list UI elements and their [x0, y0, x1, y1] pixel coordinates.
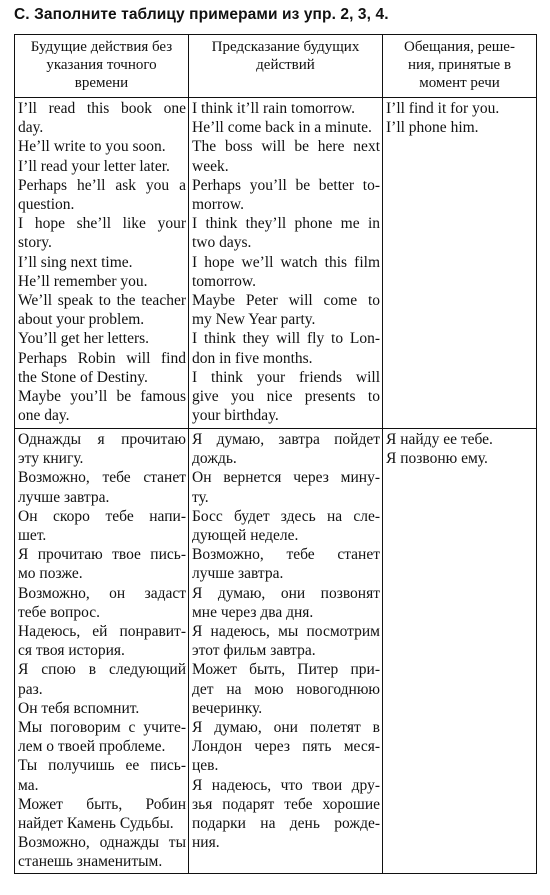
- text-line: two days.: [192, 234, 252, 252]
- text-line: Мы поговорим с учите-: [18, 719, 186, 737]
- text-line: дующей неделе.: [192, 527, 299, 545]
- text-line: He’ll come back in a minute.: [192, 119, 372, 137]
- text-line: Он вернется через мину-: [192, 469, 380, 487]
- cell-promises-ru: [383, 429, 537, 874]
- cell-promises-en: [383, 98, 537, 429]
- text-line: Perhaps you’ll be better to-: [192, 176, 380, 194]
- text-line: эту книгу.: [18, 450, 84, 468]
- text-line: зья подарят тебе хорошие: [192, 795, 380, 813]
- text-line: Лондон через пять меся-: [192, 738, 380, 756]
- text-line: ту.: [192, 488, 209, 506]
- text-line: Я думаю, они полетят в: [192, 719, 380, 737]
- text-line: ся твоя история.: [18, 642, 125, 660]
- text-line: I’ll sing next time.: [18, 253, 133, 271]
- text-line: I think they’ll phone me in: [192, 215, 380, 233]
- text-line: I’ll phone him.: [386, 119, 479, 137]
- text-line: the Stone of Destiny.: [18, 368, 148, 386]
- text-line: Я надеюсь, мы посмотрим: [192, 623, 380, 641]
- header-line: момент речи: [419, 75, 500, 91]
- text-line: We’ll speak to the teacher: [18, 292, 186, 310]
- text-line: мо позже.: [18, 565, 83, 583]
- cell-predictions-en: [189, 98, 383, 429]
- task-title: C. Заполните таблицу примерами из упр. 2, 3, 4.: [14, 6, 389, 23]
- text-line: I think it’ll rain tomorrow.: [192, 100, 356, 117]
- cell-future-actions-en: [15, 98, 189, 429]
- header-line: ния, принятые в: [407, 57, 512, 73]
- table-row-english: [15, 98, 537, 429]
- text-line: Однажды я прочитаю: [18, 431, 186, 448]
- text-line: лучше завтра.: [192, 565, 284, 583]
- cell-future-actions-ru: [15, 429, 189, 874]
- text-line: вечеринку.: [192, 699, 263, 717]
- text-line: Возможно, тебе станет: [192, 546, 380, 564]
- header-line: Будущие действия без: [30, 39, 173, 55]
- text-line: Может быть, Питер при-: [192, 661, 380, 679]
- text-line: лучше завтра.: [18, 488, 110, 506]
- text-line: Я прочитаю твое пись-: [18, 546, 186, 564]
- text-line: Возможно, он задаст: [18, 584, 186, 602]
- text-line: Он тебя вспомнит.: [18, 699, 140, 717]
- header-line: действий: [256, 57, 315, 73]
- text-line: Perhaps Robin will find: [18, 349, 186, 367]
- text-line: I hope she’ll like your: [18, 215, 186, 233]
- header-line: Обещания, реше-: [404, 39, 515, 55]
- text-line: The boss will be here next: [192, 138, 380, 156]
- text-line: I hope we’ll watch this film: [192, 253, 380, 271]
- text-line: don in five months.: [192, 349, 313, 367]
- text-line: Босс будет здесь на сле-: [192, 507, 380, 525]
- text-line: лем о твоей проблеме.: [18, 738, 166, 756]
- text-line: Maybe you’ll be famous: [18, 388, 186, 406]
- text-line: question.: [18, 196, 75, 214]
- text-line: дет на мою новогоднюю: [192, 680, 380, 698]
- text-line: тебе вопрос.: [18, 603, 100, 621]
- text-line: I’ll read this book one: [18, 100, 186, 117]
- text-line: one day.: [18, 407, 70, 425]
- text-line: Может быть, Робин: [18, 795, 186, 813]
- header-line: Предсказание будущих: [211, 39, 360, 55]
- text-line: Я думаю, завтра пойдет: [192, 431, 380, 448]
- text-line: I’ll find it for you.: [386, 100, 500, 117]
- text-line: этот фильм завтра.: [192, 642, 316, 660]
- text-line: дождь.: [192, 450, 237, 468]
- text-line: You’ll get her letters.: [18, 330, 150, 348]
- text-line: найдет Камень Судьбы.: [18, 815, 174, 833]
- text-line: Он скоро тебе напи-: [18, 507, 186, 525]
- text-line: шет.: [18, 527, 47, 545]
- text-line: ма.: [18, 776, 39, 794]
- text-line: morrow.: [192, 196, 244, 214]
- text-line: story.: [18, 234, 52, 252]
- text-line: мне через два дня.: [192, 603, 314, 621]
- text-line: day.: [18, 119, 44, 137]
- text-line: give you nice presents to: [192, 388, 380, 406]
- text-line: Возможно, однажды ты: [18, 834, 186, 852]
- text-line: my New Year party.: [192, 311, 316, 329]
- text-line: I’ll read your letter later.: [18, 157, 170, 175]
- text-line: Maybe Peter will come to: [192, 292, 380, 310]
- text-line: станешь знаменитым.: [18, 853, 163, 871]
- text-line: week.: [192, 157, 229, 175]
- text-line: Я думаю, они позвонят: [192, 584, 380, 602]
- header-predictions: [189, 35, 383, 98]
- text-line: your birthday.: [192, 407, 279, 425]
- text-line: Я найду ее тебе.: [386, 431, 493, 448]
- text-line: ния.: [192, 834, 220, 852]
- text-line: I think your friends will: [192, 368, 380, 386]
- header-future-actions: [15, 35, 189, 98]
- cell-predictions-ru: [189, 429, 383, 874]
- text-line: I think they will fly to Lon-: [192, 330, 380, 348]
- text-line: He’ll write to you soon.: [18, 138, 166, 156]
- text-line: цев.: [192, 757, 219, 775]
- text-line: Я надеюсь, что твои дру-: [192, 776, 380, 794]
- text-line: tomorrow.: [192, 272, 256, 290]
- text-line: Perhaps he’ll ask you a: [18, 176, 186, 194]
- header-row: [15, 35, 537, 98]
- text-line: He’ll remember you.: [18, 272, 148, 290]
- text-line: Надеюсь, ей понравит-: [18, 623, 186, 641]
- text-line: Я позвоню ему.: [386, 450, 488, 468]
- header-line: времени: [74, 75, 129, 91]
- examples-table: [14, 34, 537, 874]
- text-line: about your problem.: [18, 311, 145, 329]
- header-promises-decisions: [383, 35, 537, 98]
- text-line: раз.: [18, 680, 43, 698]
- header-line: указания точного: [46, 57, 157, 73]
- text-line: Я спою в следующий: [18, 661, 186, 679]
- text-line: Ты получишь ее пись-: [18, 757, 186, 775]
- text-line: Возможно, тебе станет: [18, 469, 186, 487]
- text-line: подарки на день рожде-: [192, 815, 380, 833]
- table-row-russian: [15, 429, 537, 874]
